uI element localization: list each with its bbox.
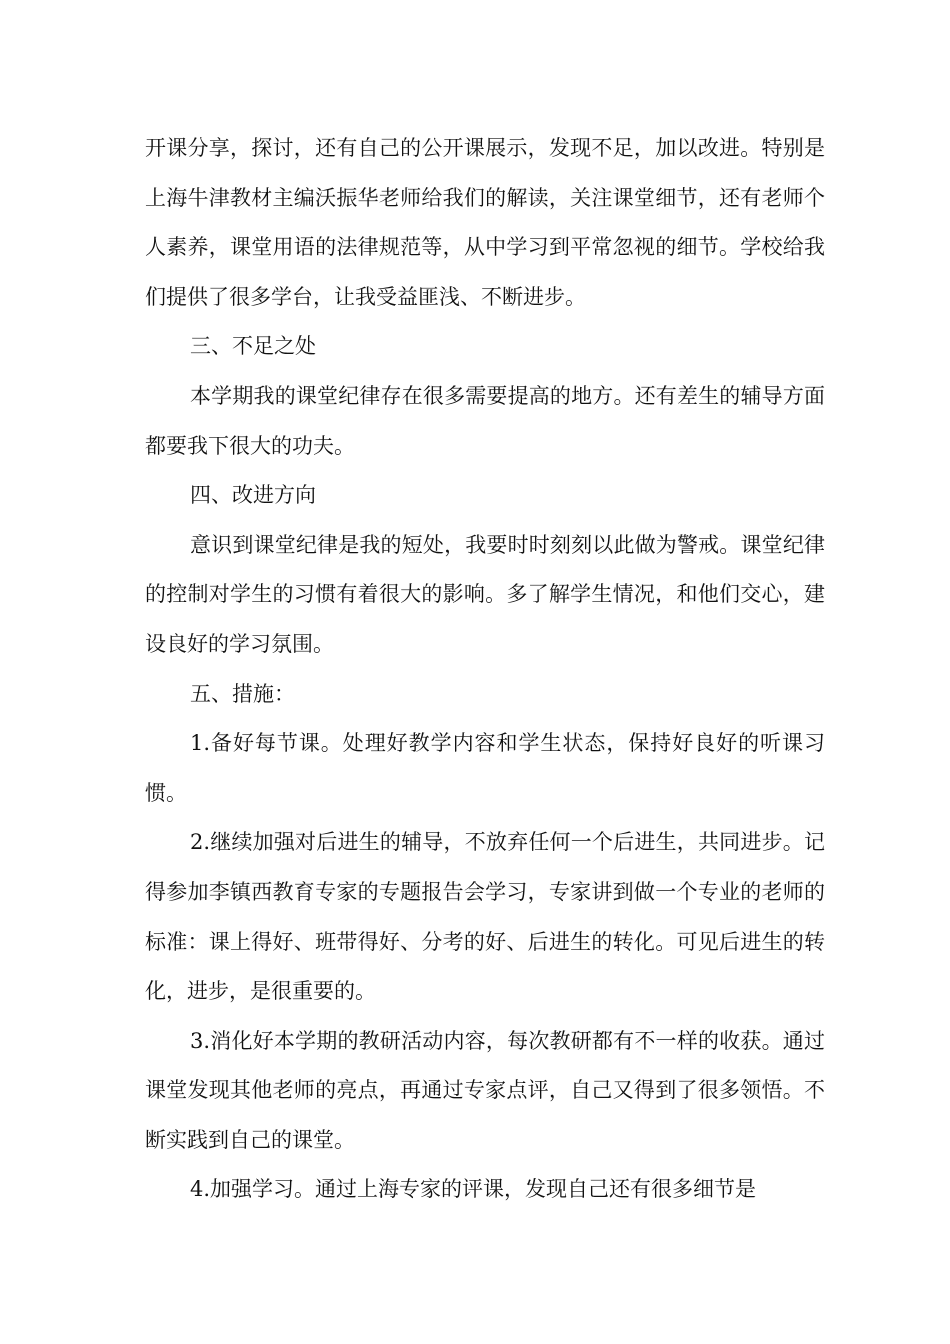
paragraph-continuation: 开课分享，探讨，还有自己的公开课展示，发现不足，加以改进。特别是上海牛津教材主编沃振华老师给我们的解读，关注课堂细节，还有老师个人素养，课堂用语的法律规范等，从中学习到平常忽视的细节。学校给我们提供了很多学台，让我受益匪浅、不断进步。 bbox=[145, 136, 825, 309]
measure-item-2: 2.继续加强对后进生的辅导，不放弃任何一个后进生，共同进步。记得参加李镇西教育专家的专题报告会学习，专家讲到做一个专业的老师的标准：课上得好、班带得好、分考的好、后进生的转化。可见后进生的转化，进步，是很重要的。 bbox=[145, 830, 825, 1004]
heading-measures: 五、措施： bbox=[190, 681, 295, 706]
heading-improvement-direction: 四、改进方向 bbox=[190, 483, 316, 508]
heading-shortcomings: 三、不足之处 bbox=[190, 334, 316, 359]
paragraph-shortcomings: 本学期我的课堂纪律存在很多需要提高的地方。还有差生的辅导方面都要我下很大的功夫。 bbox=[145, 383, 825, 458]
measure-item-3: 3.消化好本学期的教研活动内容，每次教研都有不一样的收获。通过课堂发现其他老师的亮点，再通过专家点评，自己又得到了很多领悟。不断实践到自己的课堂。 bbox=[145, 1028, 825, 1152]
paragraph-improvement-direction: 意识到课堂纪律是我的短处，我要时时刻刻以此做为警戒。课堂纪律的控制对学生的习惯有着很大的影响。多了解学生情况，和他们交心，建设良好的学习氛围。 bbox=[145, 532, 825, 656]
measure-item-1: 1.备好每节课。处理好教学内容和学生状态，保持好良好的听课习惯。 bbox=[145, 731, 825, 805]
document-body bbox=[145, 124, 825, 1215]
measure-item-4: 4.加强学习。通过上海专家的评课，发现自己还有很多细节是 bbox=[190, 1177, 757, 1202]
